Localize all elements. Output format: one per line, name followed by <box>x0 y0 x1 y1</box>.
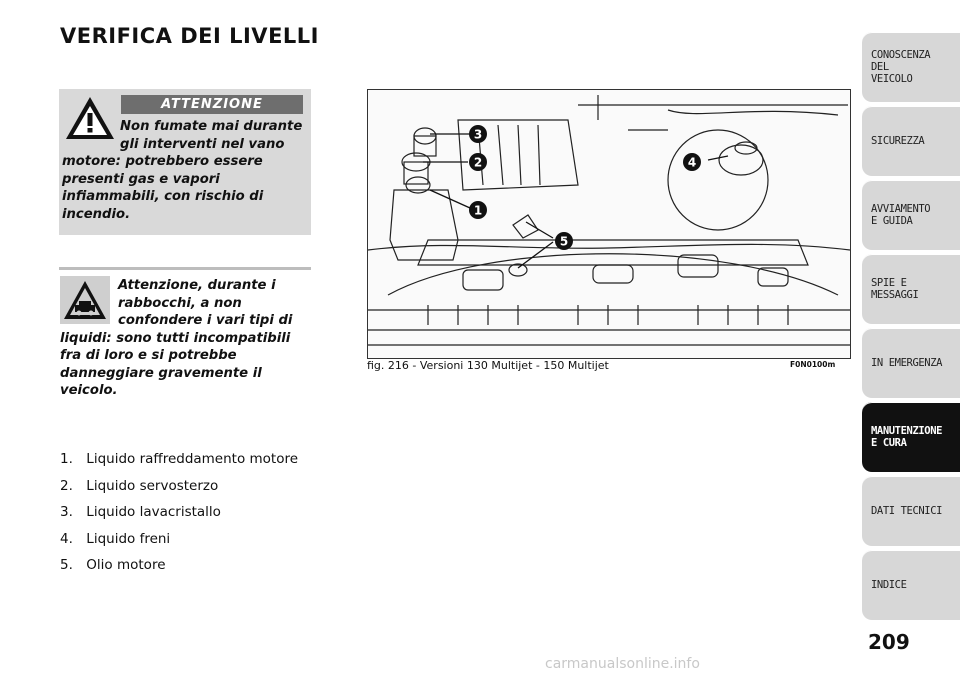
figure-caption: fig. 216 - Versioni 130 Multijet - 150 Multijet <box>367 359 609 372</box>
svg-text:5: 5 <box>559 234 569 249</box>
section-divider <box>59 267 311 270</box>
caution-text <box>60 277 312 400</box>
list-item: 4. Liquido freni <box>60 530 171 547</box>
list-item: 2. Liquido servosterzo <box>60 477 219 494</box>
page-title: VERIFICA DEI LIVELLI <box>60 24 319 48</box>
tab-sicurezza[interactable]: SICUREZZA <box>862 106 960 176</box>
warning-text <box>62 118 306 223</box>
warning-box <box>59 89 311 235</box>
page-number: 209 <box>868 630 910 654</box>
watermark: carmanualsonline.info <box>545 656 700 672</box>
legend-list <box>60 446 298 579</box>
engine-bay-figure <box>367 89 851 359</box>
chapter-tabs <box>862 0 960 677</box>
tab-conoscenza[interactable]: CONOSCENZA DEL VEICOLO <box>862 32 960 102</box>
list-item: 1. Liquido raffreddamento motore <box>60 451 299 467</box>
engine-bay-drawing <box>368 90 850 358</box>
caution-body: Attenzione, durante i rabbocchi, a non confondere i vari tipi di liquidi: sono tutti incompatibili fra di loro e si potrebbe danneggiare gravemente il veicolo. <box>60 278 293 398</box>
tab-dati-tecnici[interactable]: DATI TECNICI <box>862 476 960 546</box>
warning-banner: ATTENZIONE <box>121 95 303 114</box>
svg-text:4: 4 <box>687 155 697 170</box>
list-item: 3. Liquido lavacristallo <box>60 504 221 520</box>
list-item: 5. Olio motore <box>60 557 166 573</box>
figure-code: F0N0100m <box>790 360 836 369</box>
tab-avviamento[interactable]: AVVIAMENTO E GUIDA <box>862 180 960 250</box>
tab-manutenzione[interactable]: MANUTENZIONE E CURA <box>862 402 960 472</box>
tab-indice[interactable]: INDICE <box>862 550 960 620</box>
svg-text:1: 1 <box>473 203 483 218</box>
tab-emergenza[interactable]: IN EMERGENZA <box>862 328 960 398</box>
svg-text:2: 2 <box>473 155 483 170</box>
tab-spie[interactable]: SPIE E MESSAGGI <box>862 254 960 324</box>
svg-text:3: 3 <box>473 127 483 142</box>
warning-body: Non fumate mai durante gli interventi nel vano motore: potrebbero essere presenti gas e vapori infiammabili, con rischio di incendio. <box>62 119 303 222</box>
